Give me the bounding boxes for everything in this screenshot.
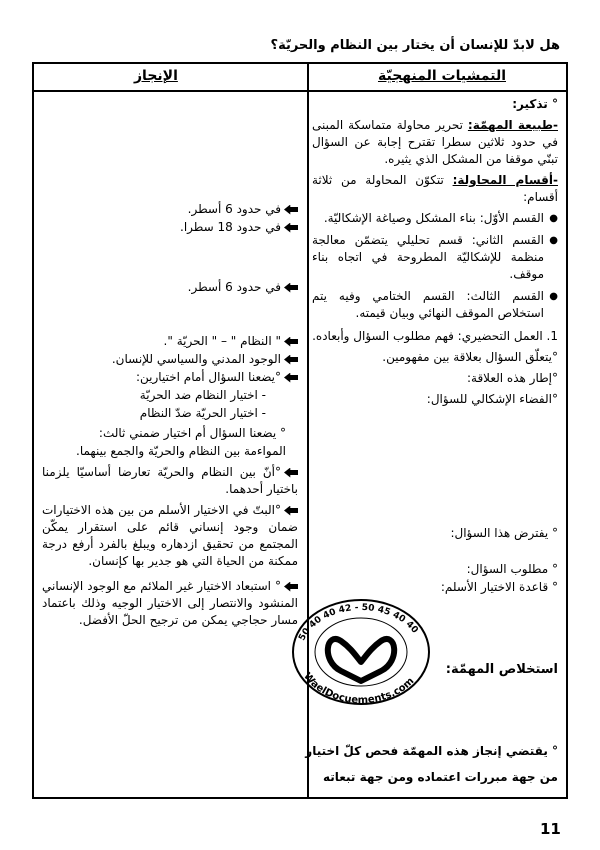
- left-argument: ° استبعاد الاختيار غير الملائم مع الوجود الإنساني المنشود والانتصار إلى الاختيار الوجيه وذلك باعتماد مسار حجاجي يمكن من ترجيح الحلّ الأفضل.: [42, 579, 298, 627]
- header-divider: [34, 90, 566, 92]
- arrow-icon: [284, 283, 298, 293]
- arrow-icon: [284, 205, 298, 215]
- stamp-phone: 50 40 40 42 - 50 45 40 40: [297, 602, 420, 643]
- task-nature: [312, 117, 558, 168]
- list-item: ● القسم الثاني: قسم تحليلي يتضمّن معالجة منظمة للإشكاليّة المطروحة في اتجاه بناء موقف.: [312, 232, 544, 283]
- watermark-stamp: [286, 596, 436, 708]
- arrow-icon: [284, 337, 298, 347]
- left-two-choices: °يضعنا السؤال أمام اختيارين:: [136, 370, 298, 384]
- left-choice-freedom: - اختيار الحريّة ضدّ النظام: [139, 406, 266, 420]
- methodology-column: [312, 96, 558, 412]
- arrow-icon: [284, 506, 298, 516]
- point-presupposes: ° يفترض هذا السؤال:: [450, 526, 558, 540]
- left-best-choice: °البتّ في الاختيار الأسلم من بين هذه الاختيارات ضمان وجود إنساني قائم على استقرار يمكّن المجتمع من تحقيق ازدهاره ويبلغ بالفرد أرفع درجة ممكنة من الحياة التي هو جدير بها كإنسان.: [42, 503, 298, 568]
- reminder-label: ° تذكير:: [512, 97, 558, 111]
- essay-sections-text: تتكوّن المحاولة من ثلاثة أقسام:: [312, 173, 558, 204]
- task-nature-label: -طبيعة المهمّة:: [467, 118, 558, 132]
- arrow-icon: [284, 355, 298, 365]
- arrow-icon: [284, 468, 298, 478]
- task-extraction-label: استخلاص المهمّة:: [445, 662, 558, 677]
- point-choice-rule: ° قاعدة الاختيار الأسلم:: [440, 580, 558, 594]
- stamp-site: WaelDocuements.com: [301, 670, 417, 707]
- left-framework: الوجود المدني والسياسي للإنسان.: [112, 352, 298, 366]
- point-relation: °يتعلّق السؤال بعلاقة بين مفهومين.: [382, 350, 558, 364]
- essay-sections: [312, 172, 558, 206]
- page-number: 11: [540, 820, 561, 838]
- task-nature-text: تحرير محاولة متماسكة المبنى في حدود ثلاثين سطرا تقترح إجابة عن السؤال تبنّي موقفا من المشكل الذي يثيره.: [312, 118, 558, 166]
- header-achievement: الإنجاز: [134, 68, 178, 84]
- left-reconcile: المواءمة بين النظام والحريّة والجمع بينهما.: [76, 444, 286, 458]
- left-choice-order: - اختيار النظام ضد الحريّة: [139, 388, 266, 402]
- sections-list: [312, 210, 558, 322]
- arrow-icon: [284, 582, 298, 592]
- left-opposition: °أنّ بين النظام والحريّة تعارضا أساسيّا يلزمنا باختيار أحدهما.: [42, 465, 298, 496]
- preparatory-work: 1. العمل التحضيري: فهم مطلوب السؤال وأبعاده.: [312, 329, 558, 343]
- list-item: ● القسم الأوّل: بناء المشكل وصياغة الإشكاليّة.: [312, 210, 544, 227]
- final-note-line-2: من جهة مبررات اعتماده ومن جهة تبعاته: [322, 770, 558, 784]
- page-title: هل لابدّ للإنسان أن يختار بين النظام والحريّة؟: [270, 38, 560, 53]
- left-line-1: في حدود 6 أسطر.: [188, 202, 298, 216]
- left-concepts: " النظام " – " الحريّة ".: [164, 334, 298, 348]
- final-note-line-1: ° يقتضي إنجاز هذه المهمّة فحص كلّ اختيار: [305, 744, 558, 758]
- arrow-icon: [284, 373, 298, 383]
- point-framework: °إطار هذه العلاقة:: [466, 371, 558, 385]
- left-line-2: في حدود 18 سطرا.: [180, 220, 298, 234]
- list-item: ● القسم الثالث: القسم الختامي وفيه يتم استخلاص الموقف النهائي وبيان قيمته.: [312, 288, 544, 322]
- header-methodology: التمشيات المنهجيّة: [377, 68, 506, 84]
- point-problem-space: °الفضاء الإشكالي للسؤال:: [426, 392, 558, 406]
- arrow-icon: [284, 223, 298, 233]
- essay-sections-label: -أقسام المحاولة:: [452, 173, 558, 187]
- point-required: ° مطلوب السؤال:: [466, 562, 558, 576]
- left-line-3: في حدود 6 أسطر.: [188, 280, 298, 294]
- left-third-choice: ° يضعنا السؤال أم اختيار ضمني ثالث:: [98, 426, 286, 440]
